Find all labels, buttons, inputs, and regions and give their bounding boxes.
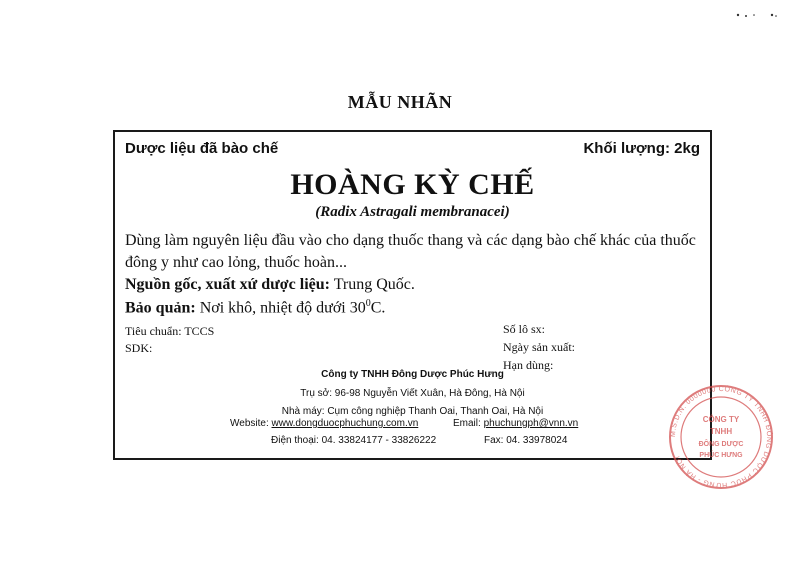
category-text: Dược liệu đã bào chế [125, 140, 279, 157]
origin-value: Trung Quốc. [333, 276, 415, 293]
company-factory: Nhà máy: Cụm công nghiệp Thanh Oai, Thanh Oai, Hà Nội [281, 406, 544, 417]
weight-text: Khối lượng: 2kg [583, 140, 700, 157]
fax-text: Fax: 04. 33978024 [484, 435, 568, 446]
storage-line [125, 298, 385, 317]
storage-value: Nơi khô, nhiệt độ dưới 30 [199, 299, 366, 317]
seal-line-1: CÔNG TY [702, 415, 740, 424]
seal-line-3: ĐÔNG DƯỢC [698, 441, 744, 448]
origin-label: Nguồn gốc, xuất xứ dược liệu: [125, 276, 330, 293]
seal-outer-text: M.S.D.N. 0000000 CÔNG TY TNHH ĐÔNG DƯỢC PHÚC HƯNG - HÀ NỘI [669, 385, 773, 489]
website-line [230, 418, 418, 429]
storage-unit: C. [370, 299, 386, 317]
product-name: HOÀNG KỲ CHẾ [290, 168, 535, 201]
company-hq: Trụ sở: 96-98 Nguyễn Viết Xuân, Hà Đông, Hà Nội [300, 388, 525, 399]
website-label: Website: [230, 418, 269, 429]
product-label [113, 130, 712, 460]
expiry-date-label: Hạn dùng: [503, 358, 554, 372]
latin-name: (Radix Astragali membranacei) [315, 204, 510, 220]
sdk-text: SDK: [125, 341, 153, 355]
website-link[interactable]: www.dongduocphuchung.com.vn [271, 418, 419, 429]
scan-artifact-specks [732, 8, 782, 22]
email-link[interactable]: phuchungph@vnn.vn [483, 418, 579, 429]
storage-label: Bảo quản: [125, 299, 196, 317]
lot-number-label: Số lô sx: [503, 322, 546, 336]
page-title: MẪU NHÃN [347, 92, 453, 112]
manufacture-date-label: Ngày sản xuất: [503, 340, 575, 354]
storage-degree-sup: 0 [365, 298, 371, 309]
seal-line-2: TNHH [709, 427, 733, 436]
company-seal-stamp [663, 384, 779, 490]
email-label: Email: [453, 418, 481, 429]
email-line [453, 418, 578, 429]
usage-text: Dùng làm nguyên liệu đầu vào cho dạng thuốc thang và các dạng bào chế khác của thuốc đông y như cao lỏng, thuốc hoàn... [125, 232, 696, 271]
company-name: Công ty TNHH Đông Dược Phúc Hưng [321, 369, 504, 380]
phone-text: Điện thoại: 04. 33824177 - 33826222 [271, 435, 437, 446]
origin-line [125, 276, 415, 294]
standard-text: Tiêu chuẩn: TCCS [125, 324, 215, 338]
seal-line-4: PHÚC HƯNG [699, 452, 743, 459]
